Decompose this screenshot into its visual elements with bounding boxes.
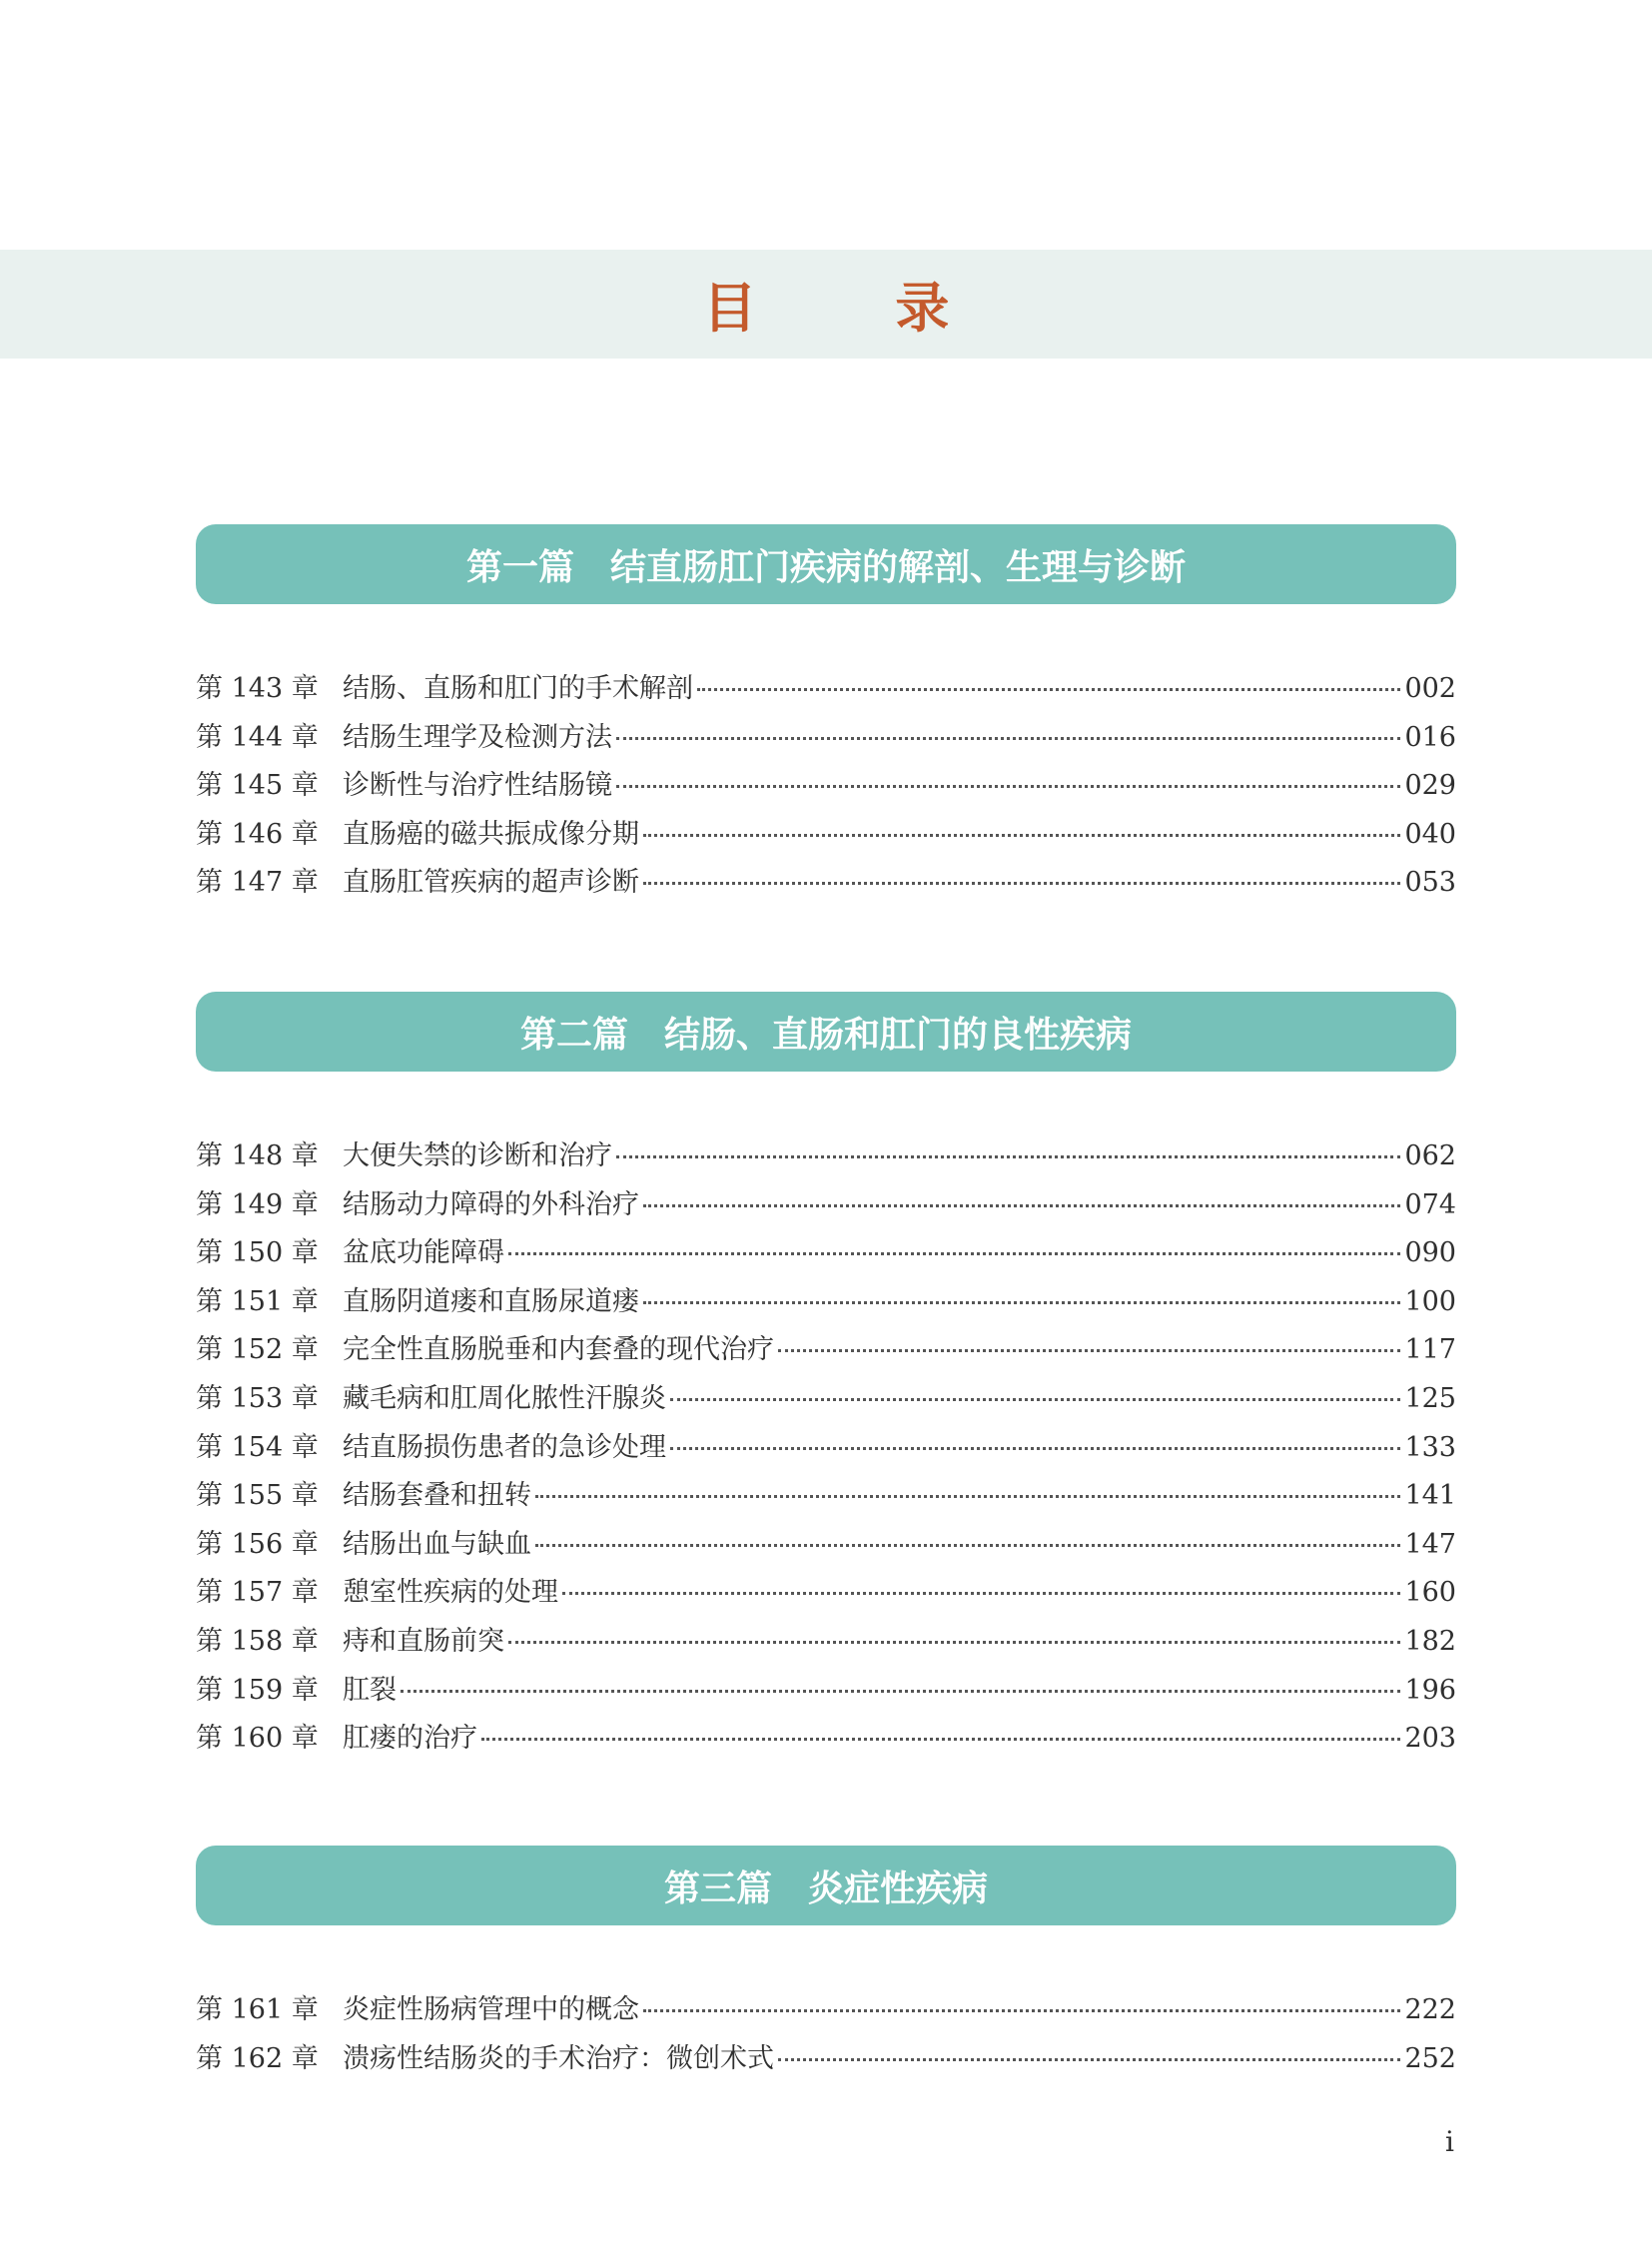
- chapter-number: 第 161 章: [196, 1994, 319, 2025]
- chapter-number: 第 147 章: [196, 867, 319, 899]
- chapter-title: 炎症性肠病管理中的概念: [343, 1994, 639, 2025]
- chapter-title: 直肠阴道瘘和直肠尿道瘘: [343, 1285, 639, 1317]
- dot-leader: [643, 833, 1400, 837]
- dot-leader: [643, 1300, 1400, 1304]
- folio-page-number: i: [1445, 2125, 1454, 2158]
- page-number: 160: [1404, 1577, 1456, 1609]
- chapter-title: 结肠出血与缺血: [343, 1528, 531, 1560]
- dot-leader: [481, 1737, 1400, 1741]
- page-number: 016: [1404, 721, 1456, 753]
- toc-entry[interactable]: [196, 1327, 1456, 1376]
- chapter-title: 诊断性与治疗性结肠镜: [343, 770, 612, 802]
- chapter-number: 第 152 章: [196, 1334, 319, 1366]
- toc-entry[interactable]: [196, 1182, 1456, 1231]
- chapter-title: 藏毛病和肛周化脓性汗腺炎: [343, 1382, 666, 1414]
- page-number: 133: [1404, 1431, 1456, 1463]
- page-number: 100: [1404, 1285, 1456, 1317]
- toc-entry[interactable]: [196, 1133, 1456, 1182]
- page-number: 125: [1404, 1382, 1456, 1414]
- chapter-title: 大便失禁的诊断和治疗: [343, 1140, 612, 1171]
- chapter-title: 结肠、直肠和肛门的手术解剖: [343, 673, 693, 704]
- toc-entry[interactable]: [196, 1570, 1456, 1619]
- chapter-number: 第 155 章: [196, 1480, 319, 1512]
- dot-leader: [670, 1397, 1400, 1401]
- chapter-number: 第 150 章: [196, 1237, 319, 1269]
- page-number: 040: [1404, 818, 1456, 850]
- dot-leader: [508, 1251, 1400, 1255]
- dot-leader: [643, 881, 1400, 885]
- dot-leader: [508, 1640, 1400, 1644]
- dot-leader: [616, 784, 1400, 788]
- part-heading: 第二篇 结肠、直肠和肛门的良性疾病: [196, 992, 1456, 1072]
- chapter-number: 第 157 章: [196, 1577, 319, 1609]
- chapter-number: 第 144 章: [196, 721, 319, 753]
- chapter-number: 第 162 章: [196, 2042, 319, 2074]
- toc-entry[interactable]: [196, 1425, 1456, 1474]
- page-number: 222: [1404, 1994, 1456, 2025]
- page-number: 117: [1404, 1334, 1456, 1366]
- dot-leader: [535, 1494, 1400, 1498]
- chapter-number: 第 159 章: [196, 1674, 319, 1706]
- dot-leader: [670, 1446, 1400, 1450]
- part-1: [196, 524, 1456, 909]
- part-heading: 第三篇 炎症性疾病: [196, 1846, 1456, 1925]
- toc-entry[interactable]: [196, 763, 1456, 812]
- dot-leader: [778, 2057, 1400, 2061]
- page-number: 147: [1404, 1528, 1456, 1560]
- dot-leader: [643, 1203, 1400, 1207]
- chapter-number: 第 148 章: [196, 1140, 319, 1171]
- chapter-title: 结肠套叠和扭转: [343, 1480, 531, 1512]
- chapter-title: 溃疡性结肠炎的手术治疗：微创术式: [343, 2042, 774, 2074]
- dot-leader: [562, 1591, 1400, 1595]
- chapter-title: 盆底功能障碍: [343, 1237, 504, 1269]
- dot-leader: [697, 687, 1400, 691]
- dot-leader: [616, 736, 1400, 740]
- page-number: 002: [1404, 673, 1456, 704]
- toc-entry[interactable]: [196, 2036, 1456, 2085]
- toc-entry[interactable]: [196, 1716, 1456, 1765]
- entry-list: [196, 666, 1456, 909]
- page-number: 053: [1404, 867, 1456, 899]
- page-number: 090: [1404, 1237, 1456, 1269]
- chapter-title: 结肠动力障碍的外科治疗: [343, 1188, 639, 1220]
- chapter-title: 肛裂: [343, 1674, 397, 1706]
- chapter-number: 第 154 章: [196, 1431, 319, 1463]
- chapter-number: 第 158 章: [196, 1625, 319, 1657]
- dot-leader: [401, 1689, 1400, 1693]
- dot-leader: [616, 1154, 1400, 1158]
- chapter-number: 第 149 章: [196, 1188, 319, 1220]
- dot-leader: [643, 2008, 1400, 2012]
- chapter-number: 第 143 章: [196, 673, 319, 704]
- chapter-number: 第 156 章: [196, 1528, 319, 1560]
- chapter-number: 第 145 章: [196, 770, 319, 802]
- dot-leader: [535, 1543, 1400, 1547]
- dot-leader: [778, 1348, 1400, 1352]
- toc-entry[interactable]: [196, 1279, 1456, 1328]
- chapter-title: 完全性直肠脱垂和内套叠的现代治疗: [343, 1334, 774, 1366]
- chapter-title: 直肠癌的磁共振成像分期: [343, 818, 639, 850]
- page-number: 182: [1404, 1625, 1456, 1657]
- toc-entry[interactable]: [196, 812, 1456, 861]
- toc-entry[interactable]: [196, 1619, 1456, 1668]
- entry-list: [196, 1133, 1456, 1765]
- title-band: [0, 250, 1652, 359]
- chapter-number: 第 160 章: [196, 1723, 319, 1755]
- page-number: 196: [1404, 1674, 1456, 1706]
- chapter-title: 痔和直肠前突: [343, 1625, 504, 1657]
- page-number: 074: [1404, 1188, 1456, 1220]
- part-2: [196, 992, 1456, 1765]
- page-number: 252: [1404, 2042, 1456, 2074]
- page-number: 141: [1404, 1480, 1456, 1512]
- part-heading: 第一篇 结直肠肛门疾病的解剖、生理与诊断: [196, 524, 1456, 604]
- toc-entry[interactable]: [196, 666, 1456, 715]
- chapter-title: 憩室性疾病的处理: [343, 1577, 558, 1609]
- chapter-number: 第 146 章: [196, 818, 319, 850]
- chapter-title: 结直肠损伤患者的急诊处理: [343, 1431, 666, 1463]
- chapter-number: 第 151 章: [196, 1285, 319, 1317]
- toc-entry[interactable]: [196, 1987, 1456, 2036]
- toc-entry[interactable]: [196, 1668, 1456, 1717]
- chapter-title: 结肠生理学及检测方法: [343, 721, 612, 753]
- page-title: 目 录: [702, 276, 1010, 340]
- toc-entry[interactable]: [196, 1376, 1456, 1425]
- page-number: 029: [1404, 770, 1456, 802]
- chapter-title: 肛瘘的治疗: [343, 1723, 477, 1755]
- toc-entry[interactable]: [196, 1522, 1456, 1571]
- part-3: [196, 1846, 1456, 2084]
- toc-entry[interactable]: [196, 1473, 1456, 1522]
- chapter-title: 直肠肛管疾病的超声诊断: [343, 867, 639, 899]
- entry-list: [196, 1987, 1456, 2084]
- toc-entry[interactable]: [196, 860, 1456, 909]
- toc-entry[interactable]: [196, 715, 1456, 764]
- chapter-number: 第 153 章: [196, 1382, 319, 1414]
- toc-entry[interactable]: [196, 1230, 1456, 1279]
- page-number: 062: [1404, 1140, 1456, 1171]
- page-number: 203: [1404, 1723, 1456, 1755]
